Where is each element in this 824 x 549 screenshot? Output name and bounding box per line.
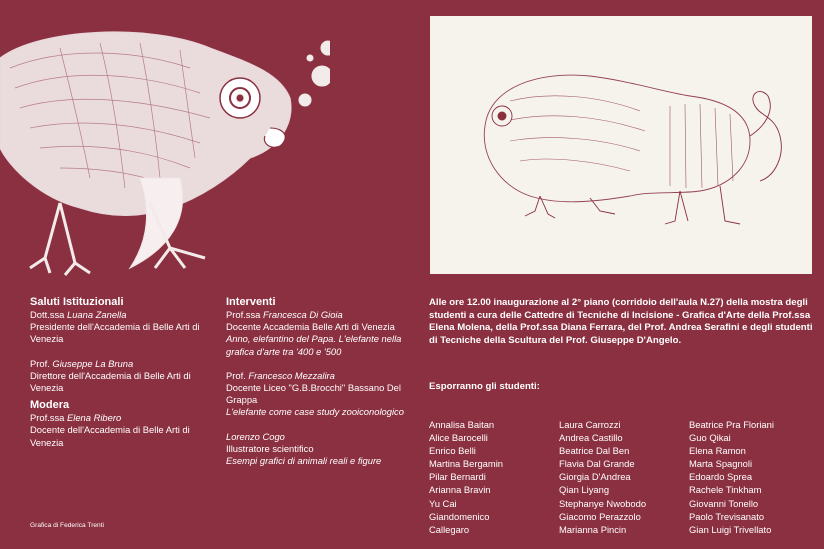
student-name: Laura Carrozzi: [559, 419, 621, 430]
saluti-heading: Saluti Istituzionali: [30, 296, 124, 308]
student-name: Marta Spagnoli: [689, 458, 753, 470]
speaker-line: Prof.ssa Francesca Di Gioia: [226, 309, 343, 320]
speaker-line: Prof. Giuseppe La Bruna: [30, 357, 134, 369]
student-name: Giandomenico: [429, 510, 490, 522]
graphic-credit: Grafica di Federica Trenti: [30, 522, 105, 529]
students-column-2: [559, 418, 689, 536]
speaker-line: Prof. Francesco Mezzalira: [226, 369, 335, 381]
exhibition-intro: Alle ore 12.00 inaugurazione al 2° piano (corridoio dell'aula N.27) della mostra degli studenti a cura delle Cattedre di Tecniche di Incisione - Grafica d'Arte della Prof.ssa Elena Molena, della Prof.ssa Diana Ferrara, del Prof. Andrea Serafini e degli studenti di Tecniche della Scultura del Prof. Giuseppe D'Angelo.: [429, 297, 813, 346]
left-artwork: [0, 28, 330, 278]
student-name: Gian Luigi Trivellato: [689, 523, 772, 535]
speaker-role: Direttore dell'Accademia di Belle Arti di Venezia: [30, 369, 191, 394]
student-name: Rachele Tinkham: [689, 484, 762, 496]
speaker-role: Presidente dell'Accademia di Belle Arti di Venezia: [30, 321, 200, 345]
student-name: Beatrice Dal Ben: [559, 445, 630, 457]
students-heading: Esporranno gli studenti:: [429, 381, 540, 392]
student-name: Andrea Castillo: [559, 432, 623, 444]
speaker-role: Illustratore scientifico: [226, 442, 314, 454]
student-name: Yu Cai: [429, 497, 457, 509]
student-name: Alice Barocelli: [429, 432, 488, 444]
speaker-role: Docente dell'Accademia di Belle Arti di Venezia: [30, 424, 190, 448]
student-name: Beatrice Pra Floriani: [689, 419, 774, 430]
talk-title: Esempi grafici di animali reali e figure: [226, 455, 382, 467]
students-column-3: [689, 418, 819, 536]
student-name: Paolo Trevisanato: [689, 510, 765, 522]
student-name: Giacomo Perazzolo: [559, 510, 641, 522]
speaker-name: Lorenzo Cogo: [226, 430, 285, 442]
print-artwork: [430, 16, 812, 274]
student-name: Qian Liyang: [559, 484, 610, 496]
student-name: Marianna Pincin: [559, 523, 627, 535]
talk-title: Anno, elefantino del Papa. L'elefante nella grafica d'arte tra '400 e '500: [226, 333, 402, 357]
speaker-role: Docente Accademia Belle Arti di Venezia: [226, 321, 395, 333]
student-name: Flavia Dal Grande: [559, 458, 635, 470]
student-name: Enrico Belli: [429, 445, 476, 457]
student-name: Pilar Bernardi: [429, 471, 486, 483]
student-name: Callegaro: [429, 523, 470, 535]
student-name: Arianna Bravin: [429, 484, 491, 496]
student-name: Stephanye Nwobodo: [559, 497, 647, 509]
students-column-1: [429, 418, 559, 536]
speaker-role: Docente Liceo "G.B.Brocchi" Bassano Del Grappa: [226, 382, 401, 406]
student-name: Giovanni Tonello: [689, 497, 759, 509]
speaker-line: Dott.ssa Luana Zanella: [30, 309, 127, 320]
student-name: Elena Ramon: [689, 445, 746, 457]
student-name: Martina Bergamin: [429, 458, 503, 470]
interventi-heading: Interventi: [226, 296, 276, 308]
speaker-line: Prof.ssa Elena Ribero: [30, 412, 122, 424]
talk-title: L'elefante come case study zooiconologico: [226, 406, 404, 418]
interventi-column: [226, 296, 416, 467]
student-name: Guo Qikai: [689, 432, 731, 444]
student-name: Giorgia D'Andrea: [559, 471, 631, 483]
student-name: Edoardo Sprea: [689, 471, 753, 483]
modera-heading: Modera: [30, 399, 70, 412]
saluti-column: [30, 296, 220, 449]
student-name: Annalisa Baitan: [429, 419, 495, 430]
